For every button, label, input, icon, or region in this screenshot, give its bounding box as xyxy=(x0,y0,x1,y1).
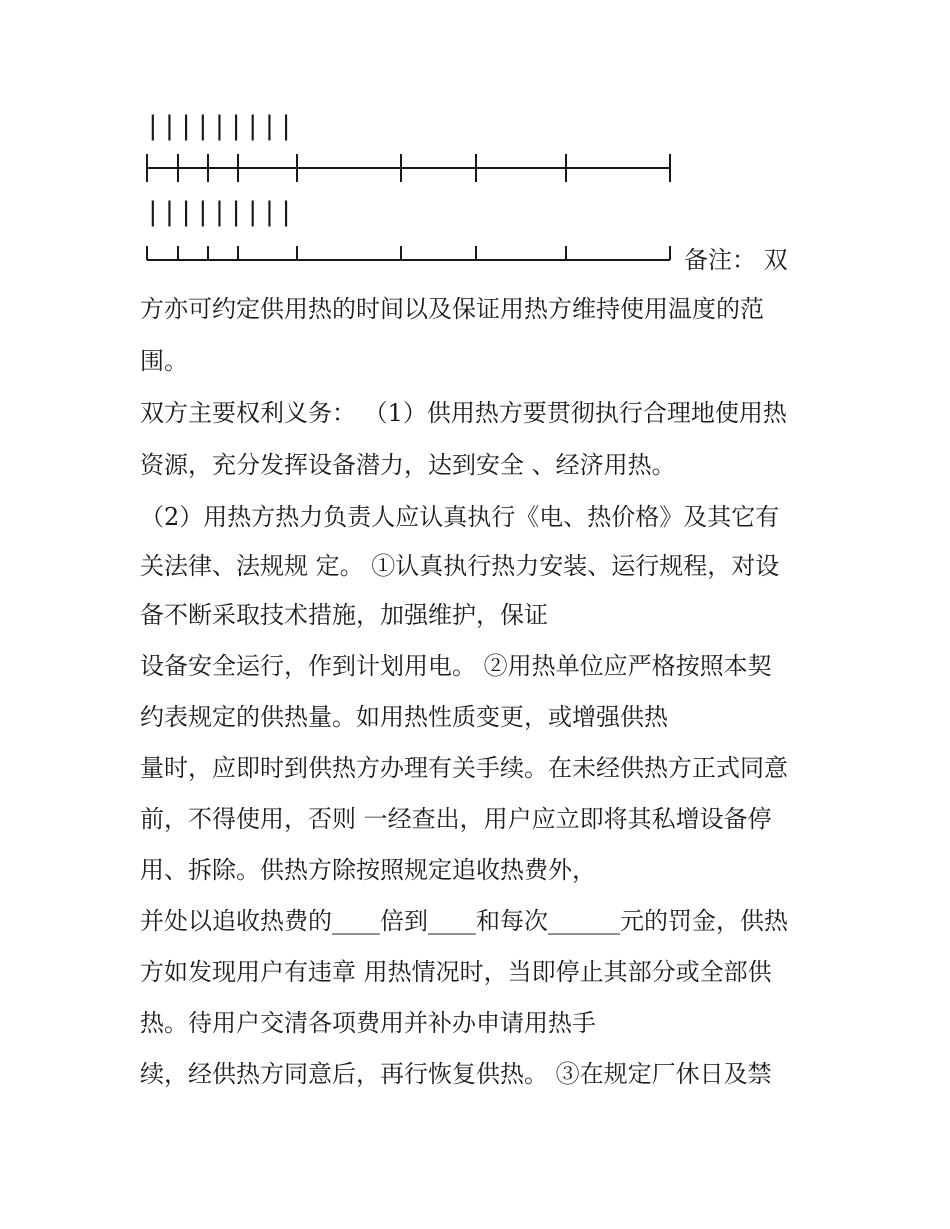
paragraph-line: 方如发现用户有违章 用热情况时，当即停止其部分或全部供 xyxy=(140,958,772,986)
paragraph-line: 资源，充分发挥设备潜力，达到安全 、经济用热。 xyxy=(140,451,676,479)
paragraph-line: 前，不得使用，否则 一经查出，用户应立即将其私增设备停 xyxy=(140,805,772,833)
tick-row-1: ||||||||| xyxy=(145,111,295,141)
paragraph-line: （2）用热方热力负责人应认真执行《电、热价格》及其它有 xyxy=(140,503,780,531)
tick-row-2: ||||||||| xyxy=(145,197,295,227)
paragraph-line: 围。 xyxy=(140,347,188,375)
note-label: 备注： 双 xyxy=(684,246,788,274)
paragraph-line: 续，经供热方同意后，再行恢复供热。 ③在规定厂休日及禁 xyxy=(140,1060,772,1088)
paragraph-line: 方亦可约定供用热的时间以及保证用热方维持使用温度的范 xyxy=(140,295,764,323)
paragraph-line: 用、拆除。供热方除按照规定追收热费外， xyxy=(140,856,596,884)
paragraph-line: 关法律、法规规 定。 ①认真执行热力安装、运行规程，对设 xyxy=(140,552,780,580)
paragraph-line: 备不断采取技术措施，加强维护，保证 xyxy=(140,601,548,629)
paragraph-line: 热。待用户交清各项费用并补办申请用热手 xyxy=(140,1009,596,1037)
paragraph-line: 并处以追收热费的____倍到____和每次______元的罚金，供热 xyxy=(140,907,788,935)
paragraph-line: 设备安全运行，作到计划用电。 ②用热单位应严格按照本契 xyxy=(140,652,772,680)
paragraph-line: 量时，应即时到供热方办理有关手续。在未经供热方正式同意 xyxy=(140,754,788,782)
paragraph-line: 双方主要权利义务： （1）供用热方要贯彻执行合理地使用热 xyxy=(140,399,787,427)
paragraph-line: 约表规定的供热量。如用热性质变更，或增强供热 xyxy=(140,703,668,731)
